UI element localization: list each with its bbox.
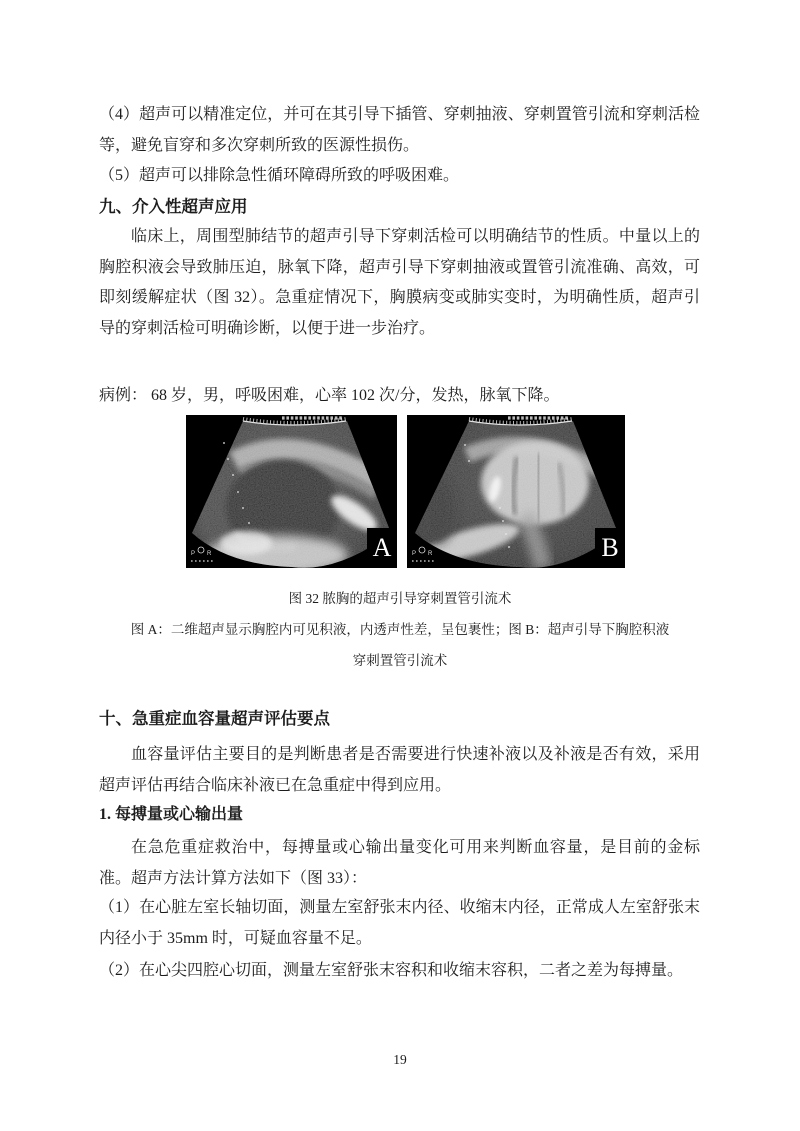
probe-marker-r: R	[428, 551, 433, 557]
probe-marker-r: R	[207, 551, 212, 557]
paragraph-item-1: （1）在心脏左室长轴切面，测量左室舒张末内径、收缩末内径，正常成人左室舒张末内径小于 35mm 时，可疑血容量不足。	[99, 899, 700, 947]
paragraph-item-2: （2）在心尖四腔心切面，测量左室舒张末容积和收缩末容积，二者之差为每搏量。	[99, 962, 684, 979]
paragraph-section-10: 血容量评估主要目的是判断患者是否需要进行快速补液以及补液是否有效，采用超声评估再结合临床补液已在急重症中得到应用。	[99, 746, 700, 794]
heading-section-10: 十、急重症血容量超声评估要点	[99, 709, 330, 728]
ultrasound-image-a	[186, 415, 397, 568]
figure-label-a: A	[367, 528, 397, 568]
ultrasound-scan-a	[186, 415, 397, 568]
figure-caption-detail-line2: 穿刺置管引流术	[352, 653, 448, 668]
ultrasound-scan-b	[407, 415, 625, 568]
probe-marker-p: P	[412, 551, 417, 557]
case-description: 病例： 68 岁，男，呼吸困难，心率 102 次/分，发热，脉氧下降。	[99, 387, 560, 404]
heading-section-9: 九、介入性超声应用	[99, 196, 248, 216]
page-number: 19	[393, 1052, 407, 1067]
figure-32	[0, 415, 800, 568]
figure-caption-title: 图 32 脓胸的超声引导穿刺置管引流术	[288, 591, 512, 606]
paragraph-subsection-1: 在急危重症救治中，每搏量或心输出量变化可用来判断血容量，是目前的金标准。超声方法计算方法如下（图 33）：	[99, 839, 700, 887]
heading-subsection-1: 1. 每搏量或心输出量	[99, 806, 244, 823]
paragraph-section-9: 临床上，周围型肺结节的超声引导下穿刺活检可以明确结节的性质。中量以上的胸腔积液会导致肺压迫，脉氧下降，超声引导下穿刺抽液或置管引流准确、高效，可即刻缓解症状（图 32）。急重症情况下，胸膜病变或肺实变时，为明确性质，超声引导的穿刺活检可明确诊断，以便于进一步治疗。	[99, 228, 700, 337]
probe-marker-p: P	[191, 551, 196, 557]
ultrasound-image-b	[407, 415, 625, 568]
top-text-block	[99, 100, 700, 412]
figure-label-b: B	[595, 528, 625, 568]
paragraph-item-5: （5）超声可以排除急性循环障碍所致的呼吸困难。	[99, 167, 460, 184]
paragraph-item-4: （4）超声可以精准定位，并可在其引导下插管、穿刺抽液、穿刺置管引流和穿刺活检等，避免盲穿和多次穿刺所致的医源性损伤。	[99, 106, 700, 154]
figure-caption-detail-line1: 图 A：二维超声显示胸腔内可见积液，内透声性差，呈包裹性；图 B：超声引导下胸腔积液	[130, 622, 670, 637]
